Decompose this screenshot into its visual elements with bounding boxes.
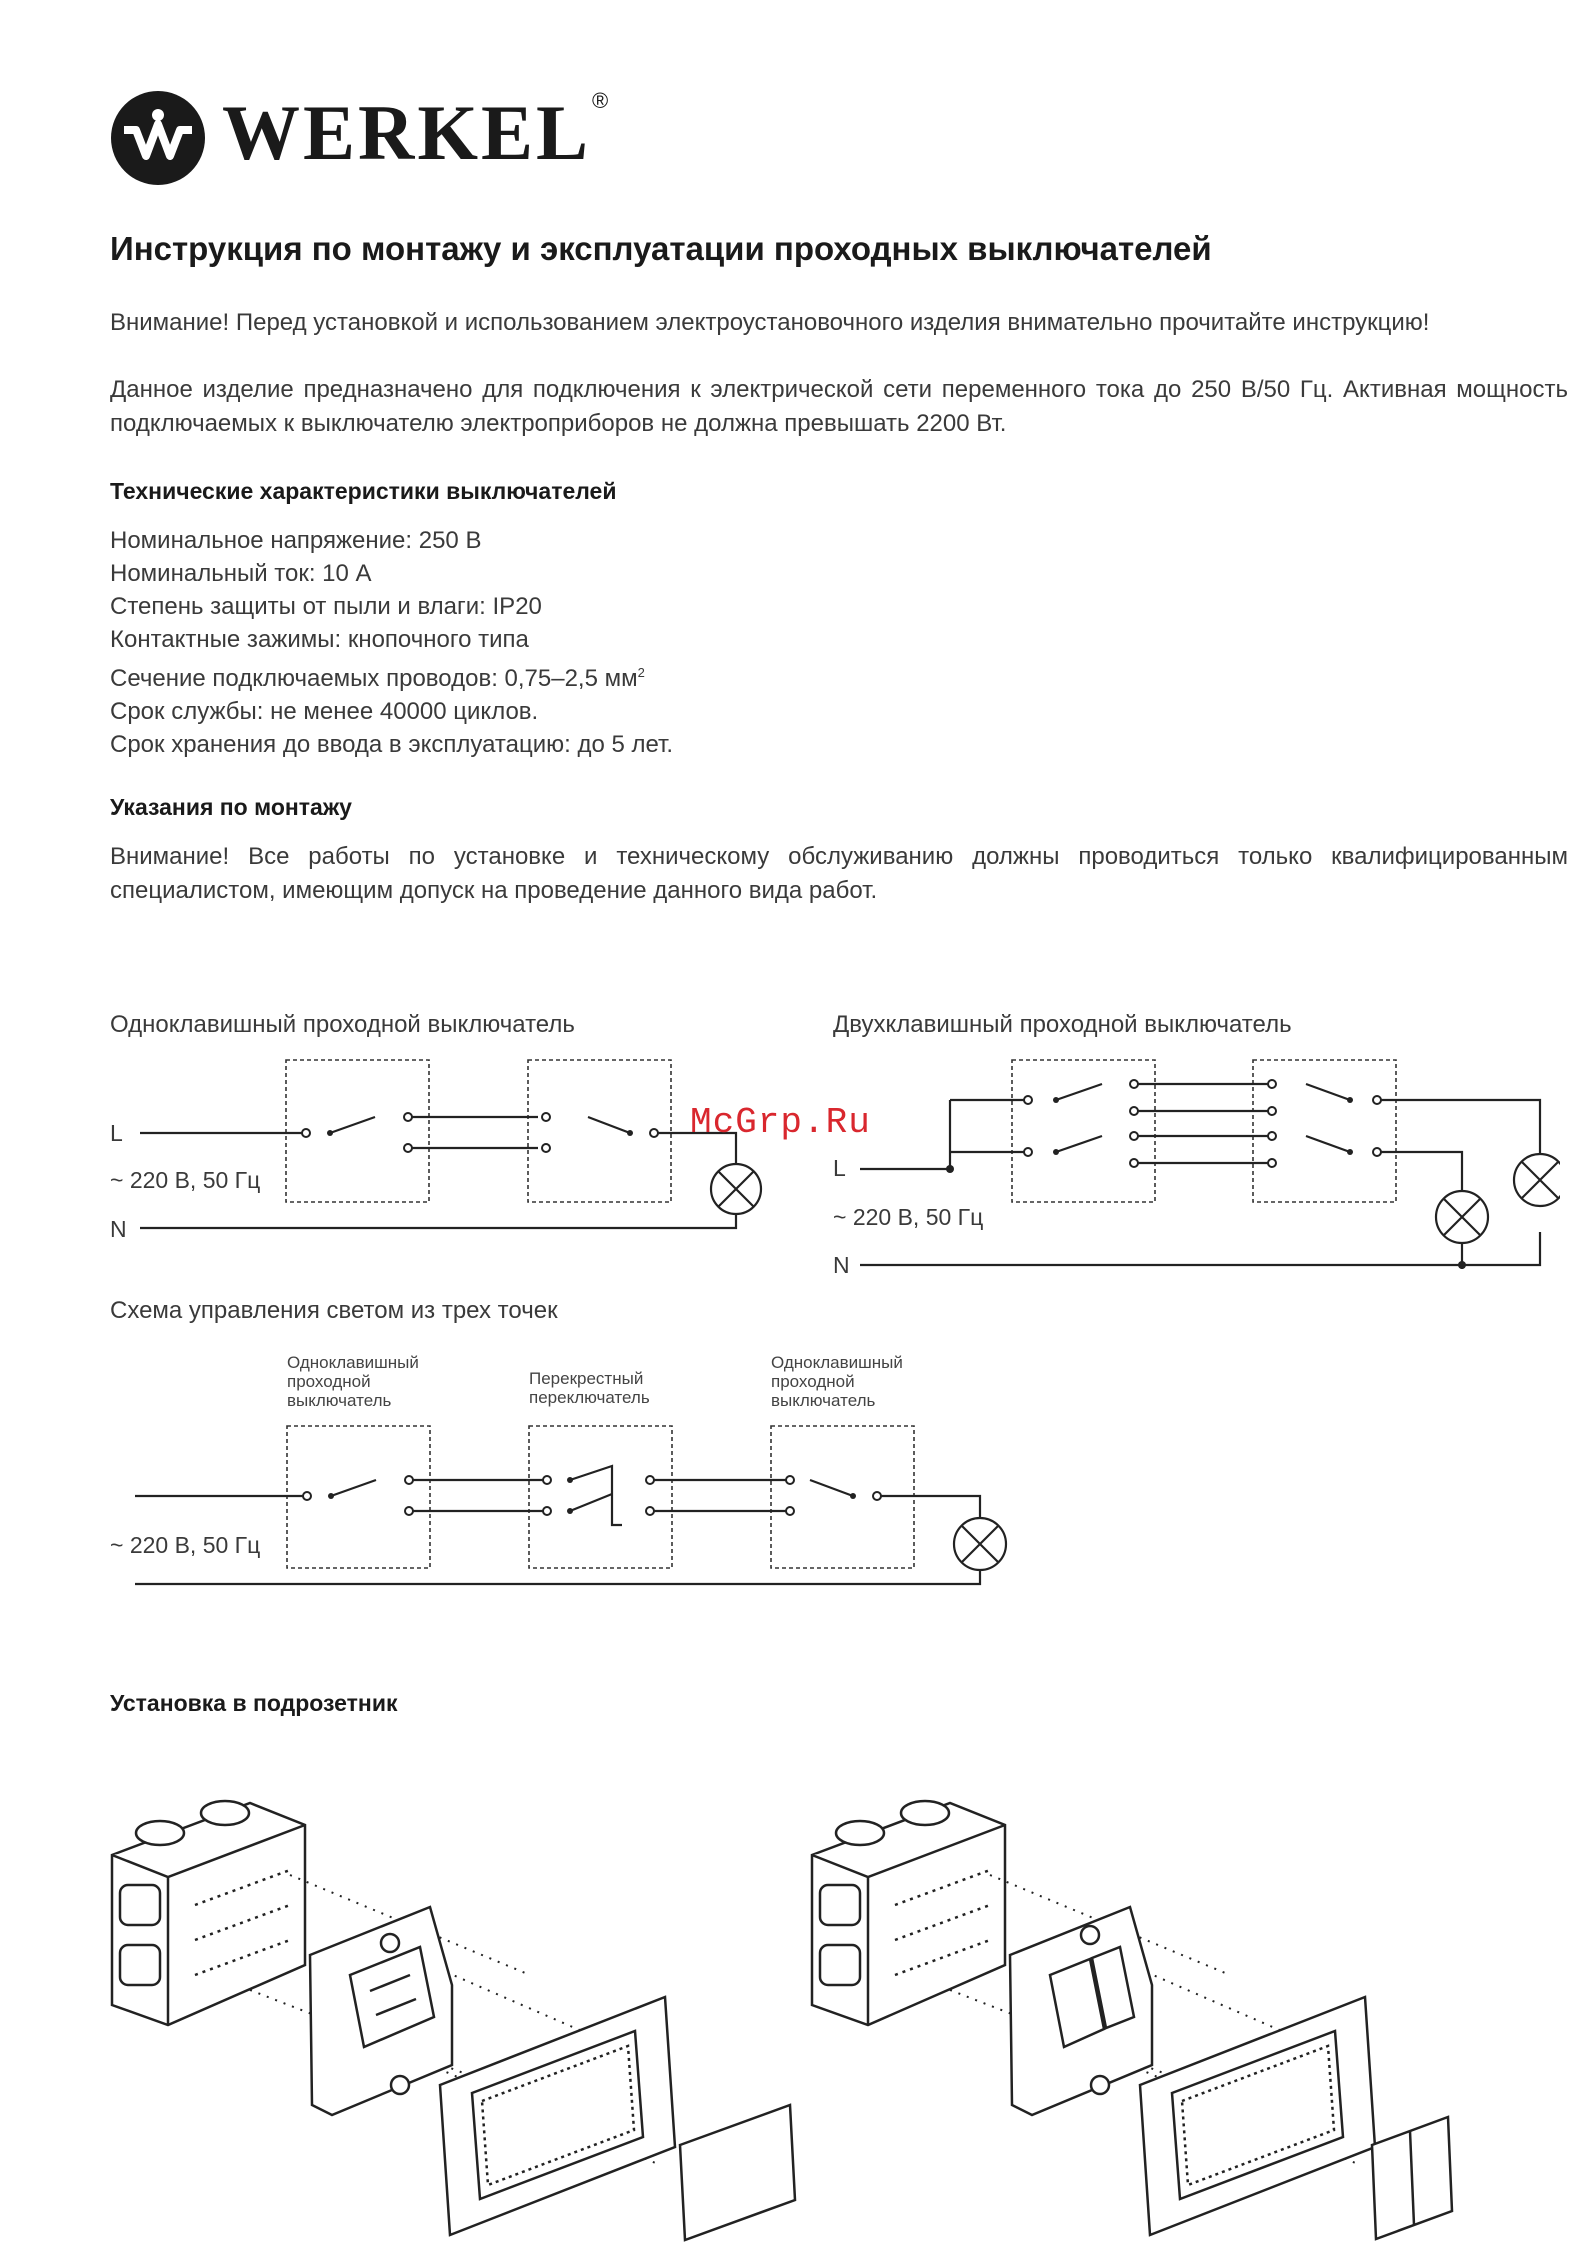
double-L-label: L [833,1155,846,1181]
spec-item: Срок хранения до ввода в эксплуатацию: до 5 лет. [110,731,674,758]
installation-heading: Установка в подрозетник [110,1690,398,1716]
spec-item: Номинальный ток: 10 А [110,560,372,587]
flush-box-icon [112,1801,305,2025]
single-switch-title: Одноклавишный проходной выключатель [110,1011,575,1038]
single-switch-diagram [100,1040,780,1240]
right-switch-label [771,1353,903,1410]
single-L-label: L [110,1120,123,1146]
brand-name: WERKEL [222,89,592,176]
lamp-icon [711,1164,761,1214]
switch-lever-1 [330,1117,375,1133]
rocker-key-icon [680,2105,795,2240]
junction [946,1165,954,1173]
double-voltage-label: ~ 220 В, 50 Гц [833,1204,984,1230]
terminal [542,1113,550,1121]
pivot [627,1130,633,1136]
label-line: Одноклавишный [771,1353,903,1372]
terminal [404,1144,412,1152]
label-line: проходной [771,1372,855,1391]
wire-return [135,1556,980,1584]
spec-item: Срок службы: не менее 40000 циклов. [110,698,539,725]
frame-icon [1140,1997,1375,2235]
spec-item: Контактные зажимы: кнопочного типа [110,626,529,653]
frame-icon [440,1997,675,2235]
switch-lever-2 [588,1117,630,1133]
werkel-logo-icon [110,90,206,186]
cross-contact [570,1494,612,1511]
terminal [404,1113,412,1121]
superscript: 2 [637,665,645,680]
flush-box-icon [812,1801,1005,2025]
three-point-title: Схема управления светом из трех точек [110,1297,558,1324]
spec-item: Степень защиты от пыли и влаги: IP20 [110,593,542,620]
switch-mechanism-icon [1010,1907,1152,2115]
switch-box-cross [529,1426,672,1568]
page-title: Инструкция по монтажу и эксплуатации проходных выключателей [110,230,1212,267]
label-line: выключатель [287,1391,392,1410]
lamp-icon [1436,1191,1488,1243]
intro-warning: Внимание! Перед установкой и использованием электроустановочного изделия внимательно прочитайте инструкцию! [110,309,1430,336]
intro-description: Данное изделие предназначено для подключения к электрической сети переменного тока до 250 В/50 Гц. Активная мощность подключаемых к выключателю электроприборов не должна превышать 2200 Вт. [110,376,1568,437]
spec-wire-text: Сечение подключаемых проводов: 0,75–2,5 мм [110,665,638,692]
installation-single-illustration [100,1765,800,2245]
lamp-icon [954,1518,1006,1570]
registered-mark: ® [592,88,609,113]
switch-mechanism-icon [310,1907,452,2115]
mounting-warning: Внимание! Все работы по установке и техническому обслуживанию должны проводиться только квалифицированным специалистом, имеющим допуск на проведение данного вида работ. [110,843,1568,904]
double-N-label: N [833,1252,850,1278]
label-line: Перекрестный [529,1369,644,1388]
brand-logo [110,88,630,188]
spec-item-wire [110,656,673,695]
single-N-label: N [110,1216,127,1242]
junction [1458,1261,1466,1269]
label-line: проходной [287,1372,371,1391]
specs-list [110,524,673,761]
terminal [542,1144,550,1152]
terminal [650,1129,658,1137]
mounting-heading: Указания по монтажу [110,794,352,820]
label-line: переключатель [529,1388,650,1407]
specs-heading: Технические характеристики выключателей [110,478,617,504]
left-switch-label [287,1353,419,1410]
spec-item: Номинальное напряжение: 250 В [110,527,482,554]
three-point-voltage-label: ~ 220 В, 50 Гц [110,1532,261,1558]
double-rocker-key-icon [1372,2117,1452,2239]
pivot [327,1130,333,1136]
terminal [302,1129,310,1137]
lamp-icon [1514,1154,1560,1206]
label-line: Одноклавишный [287,1353,419,1372]
wire-line-N [140,1201,736,1228]
three-point-diagram [100,1410,1040,1610]
double-switch-title: Двухклавишный проходной выключатель [833,1011,1292,1038]
installation-double-illustration [800,1765,1460,2245]
cross-switch-label [529,1369,650,1407]
label-line: выключатель [771,1391,876,1410]
single-voltage-label: ~ 220 В, 50 Гц [110,1167,261,1193]
wire-to-lamp-2 [1377,1100,1540,1180]
cross-contact [570,1466,622,1525]
watermark: McGrp.Ru [690,1102,871,1143]
double-switch-diagram [840,1040,1560,1280]
wire-line-N [860,1232,1540,1265]
